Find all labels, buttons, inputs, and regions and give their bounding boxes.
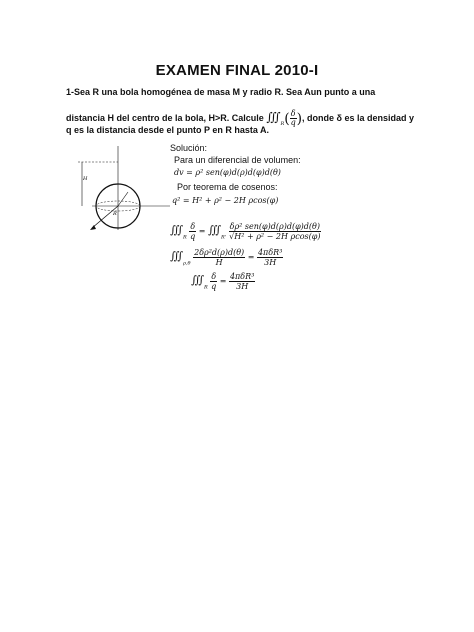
eq1-lhs-region: R [183, 234, 187, 241]
eq1-rhs-fraction [229, 222, 321, 241]
integral-equation-3 [191, 272, 255, 293]
eq1-rhs-den: √H² + ρ² − 2H ρcos(φ) [229, 232, 321, 241]
label-r: R [113, 211, 117, 217]
eq1-rhs-region: R' [220, 234, 227, 241]
cosine-theorem-text: Por teorema de cosenos: [177, 182, 278, 192]
eq2-result [257, 248, 283, 267]
eq2-equals: = [247, 252, 255, 262]
eq1-rhs-num: δρ² sen(φ)d(ρ)d(φ)d(θ) [229, 222, 320, 231]
integral-equation-1 [170, 222, 321, 243]
eq1-rhs-integral: ∭ [207, 223, 221, 237]
eq2-region: ρ,θ [183, 260, 191, 267]
eq3-den: q [211, 282, 217, 291]
eq3-num: δ [211, 272, 217, 281]
problem-line-2-text: distancia H del centro de la bola, H>R. Calcule [66, 112, 264, 123]
problem-line-1: 1-Sea R una bola homogénea de masa M y radio R. Sea Aun punto a una [66, 87, 376, 97]
paren-close: ) [296, 110, 303, 127]
dv-equation: dv = ρ² sen(φ)d(ρ)d(φ)d(θ) [174, 168, 281, 177]
solution-heading: Solución: [170, 143, 208, 153]
eq2-fraction [193, 248, 245, 267]
fraction-denominator: q [290, 118, 296, 127]
eq3-result-den: 3H [236, 282, 249, 291]
label-h: H [83, 176, 88, 182]
eq1-lhs-fraction [189, 222, 196, 241]
eq3-fraction [210, 272, 217, 291]
eq3-equals: = [219, 276, 227, 286]
eq1-lhs-integral: ∭ [170, 223, 184, 237]
eq3-region: R [204, 284, 208, 291]
exam-title: EXAMEN FINAL 2010-I [155, 62, 319, 79]
eq2-result-den: 3H [264, 258, 277, 267]
eq2-den: H [215, 258, 223, 267]
eq3-result [229, 272, 255, 291]
eq2-integral: ∭ [170, 249, 184, 263]
integral-region: R [280, 120, 285, 127]
eq3-result-num: 4πδR³ [229, 272, 255, 281]
triple-integral-symbol: ∭ [266, 109, 281, 124]
eq3-integral: ∭ [191, 273, 205, 287]
fraction-numerator: δ [290, 109, 296, 118]
problem-line-3: q es la distancia desde el punto P en R hasta A. [66, 125, 270, 135]
ray-to-point [118, 192, 128, 206]
volume-differential-text: Para un diferencial de volumen: [174, 155, 301, 165]
eq2-num: 2δρ²d(ρ)d(θ) [194, 248, 245, 257]
sphere-diagram [70, 142, 176, 238]
eq1-lhs-den: q [190, 232, 196, 241]
q-squared-equation: q² = H² + ρ² − 2H ρcos(φ) [172, 196, 279, 205]
eq2-result-num: 4πδR³ [257, 248, 283, 257]
paren-open: ( [284, 110, 290, 127]
eq1-lhs-num: δ [190, 222, 196, 231]
eq1-equals: = [198, 226, 206, 236]
problem-line-2-tail: , donde δ es la densidad y [302, 112, 415, 123]
integral-equation-2 [170, 248, 283, 269]
